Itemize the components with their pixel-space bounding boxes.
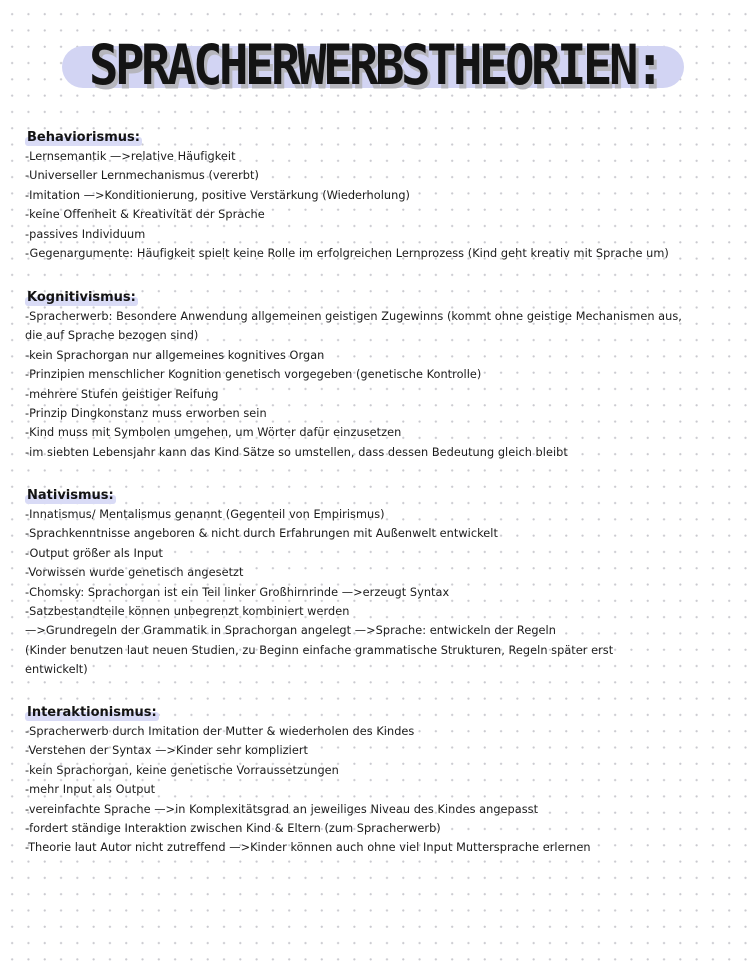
text-line: (Kinder benutzen laut neuen Studien, zu Beginn einfache grammatische Strukturen, Regeln später erst bbox=[25, 643, 614, 657]
text-line: -keine Offenheit & Kreativität der Sprache bbox=[25, 208, 265, 222]
text-line: —>Grundregeln der Grammatik in Sprachorgan angelegt —>Sprache: entwickeln der Regeln bbox=[25, 624, 556, 638]
text-line: -kein Sprachorgan nur allgemeines kognitives Organ bbox=[25, 348, 325, 362]
text-line: -mehrere Stufen geistiger Reifung bbox=[25, 387, 219, 401]
text-line: -fordert ständige Interaktion zwischen Kind & Eltern (zum Spracherwerb) bbox=[25, 822, 441, 836]
section-kognitivismus bbox=[25, 286, 725, 462]
section-lines bbox=[25, 722, 725, 858]
section-heading: Nativismus: bbox=[27, 488, 114, 503]
section-nativismus bbox=[25, 484, 725, 680]
text-line: -Chomsky: Sprachorgan ist ein Teil linker Großhirnrinde —>erzeugt Syntax bbox=[25, 585, 450, 599]
text-line: -mehr Input als Output bbox=[25, 783, 156, 797]
text-line: -kein Sprachorgan, keine genetische Vorraussetzungen bbox=[25, 763, 339, 777]
text-line: -Verstehen der Syntax —>Kinder sehr kompliziert bbox=[25, 744, 308, 758]
section-behaviorismus bbox=[25, 126, 725, 263]
section-lines bbox=[25, 147, 725, 263]
section-lines bbox=[25, 505, 725, 680]
text-line: -Theorie laut Autor nicht zutreffend —>Kinder können auch ohne viel Input Muttersprache erlernen bbox=[25, 841, 591, 855]
section-interaktionismus bbox=[25, 701, 725, 858]
text-line: -Vorwissen wurde genetisch angesetzt bbox=[25, 566, 244, 580]
text-line: -Imitation —>Konditionierung, positive Verstärkung (Wiederholung) bbox=[25, 188, 411, 202]
text-line: -Spracherwerb: Besondere Anwendung allgemeinen geistigen Zugewinns (kommt ohne geistige Mechanismen aus, bbox=[25, 310, 682, 323]
text-line: -Output größer als Input bbox=[25, 546, 163, 560]
text-line: -vereinfachte Sprache —>in Komplexitätsgrad an jeweiliges Niveau des Kindes angepasst bbox=[25, 802, 539, 816]
section-heading: Behaviorismus: bbox=[27, 130, 140, 145]
title-block bbox=[0, 30, 750, 110]
text-line: -im siebten Lebensjahr kann das Kind Sätze so umstellen, dass dessen Bedeutung gleich bleibt bbox=[25, 445, 568, 459]
text-line: -Prinzip Dingkonstanz muss erworben sein bbox=[25, 407, 267, 421]
text-line: -Sprachkenntnisse angeboren & nicht durch Erfahrungen mit Außenwelt entwickelt bbox=[25, 527, 498, 541]
text-line: -Gegenargumente: Häufigkeit spielt keine Rolle im erfolgreichen Lernprozess (Kind geht kreativ mit Sprache um) bbox=[25, 247, 669, 261]
text-line: entwickelt) bbox=[25, 663, 88, 677]
text-line: -passives Individuum bbox=[25, 227, 146, 241]
section-lines bbox=[25, 307, 725, 462]
section-heading: Interaktionismus: bbox=[27, 705, 157, 720]
text-line: -Prinzipien menschlicher Kognition genetisch vorgegeben (genetische Kontrolle) bbox=[25, 368, 482, 382]
page-title: SPRACHERWERBSTHEORIEN: bbox=[88, 33, 661, 98]
text-line: -Satzbestandteile können unbegrenzt kombiniert werden bbox=[25, 605, 350, 619]
text-line: -Innatismus/ Mentalismus genannt (Gegenteil von Empirismus) bbox=[25, 508, 385, 521]
text-line: -Lernsemantik —>relative Häufigkeit bbox=[25, 150, 236, 163]
section-heading: Kognitivismus: bbox=[27, 290, 136, 305]
text-line: die auf Sprache bezogen sind) bbox=[25, 329, 199, 343]
text-line: -Spracherwerb durch Imitation der Mutter & wiederholen des Kindes bbox=[25, 725, 415, 738]
text-line: -Kind muss mit Symbolen umgehen, um Wörter dafür einzusetzen bbox=[25, 426, 402, 440]
text-line: -Universeller Lernmechanismus (vererbt) bbox=[25, 169, 259, 183]
